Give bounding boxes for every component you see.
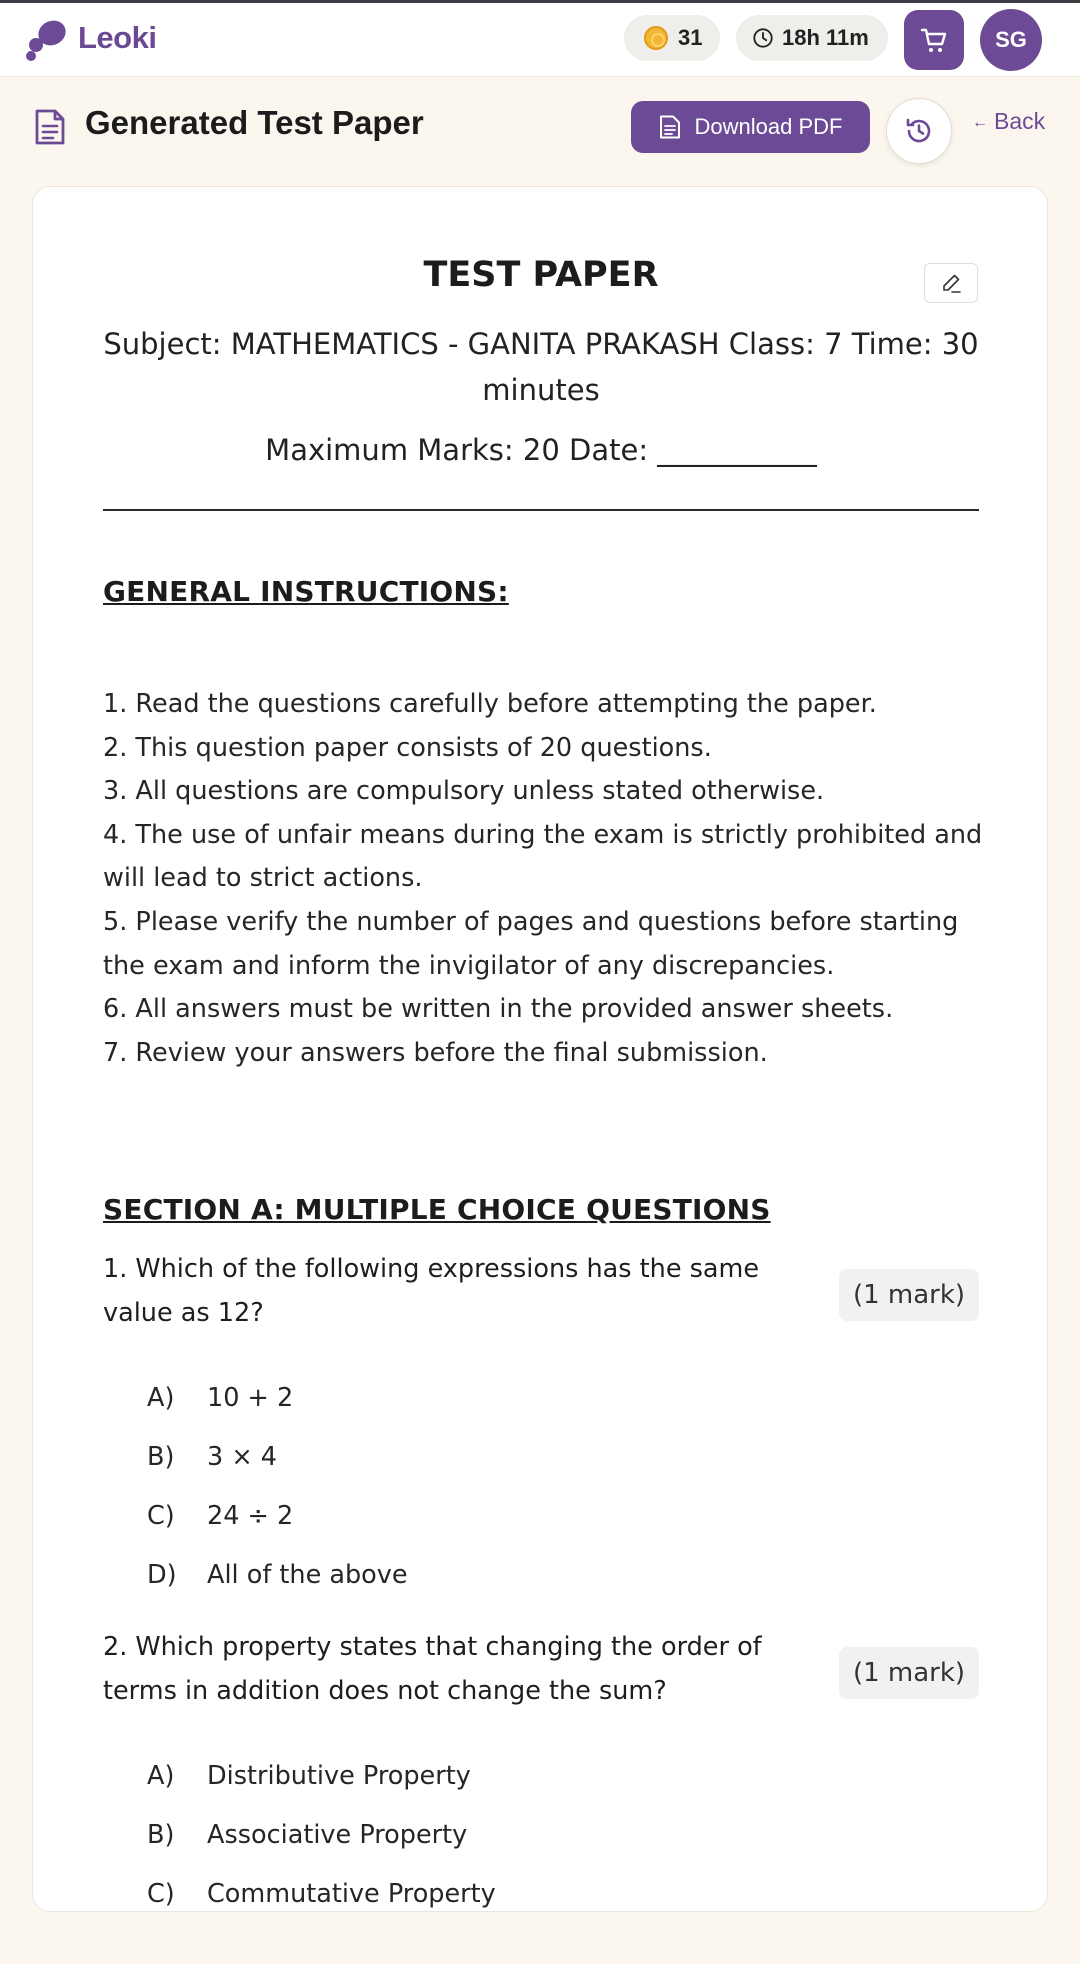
question-1-option-a: A) 10 + 2 (147, 1383, 294, 1413)
question-1-option-b: B) 3 × 4 (147, 1442, 278, 1472)
question-2-option-b: B) Associative Property (147, 1820, 468, 1850)
page-title: Generated Test Paper (85, 104, 424, 141)
marks-date-line: Maximum Marks: 20 Date: ___________ (265, 433, 817, 467)
coin-icon (644, 26, 668, 50)
question-2-option-c: C) Commutative Property (147, 1879, 496, 1909)
coin-count: 31 (678, 25, 703, 50)
download-pdf-button[interactable] (631, 101, 870, 153)
subject-line: Subject: MATHEMATICS - GANITA PRAKASH Class: 7 Time: 30 minutes (103, 327, 979, 407)
avatar-initials: SG (995, 27, 1027, 52)
instruction-item: 3. All questions are compulsory unless stated otherwise. (103, 776, 825, 807)
instruction-item: 5. Please verify the number of pages and questions before starting the exam and inform the invigilator of any discrepancies. (103, 906, 959, 981)
question-1-option-c: C) 24 ÷ 2 (147, 1501, 294, 1531)
instruction-item: 7. Review your answers before the final submission. (103, 1037, 768, 1068)
edit-button[interactable] (924, 263, 978, 303)
clock-icon (752, 27, 774, 49)
question-1-text: 1. Which of the following expressions has the same value as 12? (103, 1254, 760, 1328)
question-1-marks: (1 mark) (839, 1269, 979, 1321)
avatar[interactable] (980, 9, 1042, 71)
history-button[interactable] (886, 98, 952, 164)
question-2-marks: (1 mark) (839, 1647, 979, 1699)
back-arrow-icon: ← (972, 114, 988, 131)
coin-balance[interactable] (624, 15, 720, 61)
history-icon (904, 116, 934, 146)
instruction-item: 2. This question paper consists of 20 questions. (103, 732, 712, 763)
question-1-option-d: D) All of the above (147, 1560, 408, 1590)
test-paper-card (32, 186, 1048, 1912)
section-a-heading: SECTION A: MULTIPLE CHOICE QUESTIONS (103, 1193, 771, 1226)
document-icon (659, 115, 681, 139)
brand-name: Leoki (78, 20, 157, 55)
logo[interactable] (22, 13, 156, 63)
question-2-option-a: A) Distributive Property (147, 1761, 471, 1791)
question-2-text: 2. Which property states that changing the order of terms in addition does not change the sum? (103, 1632, 762, 1706)
instructions-list (103, 683, 1003, 1075)
divider (103, 509, 979, 511)
instruction-item: 6. All answers must be written in the provided answer sheets. (103, 994, 894, 1025)
time-remaining[interactable] (736, 15, 888, 61)
instruction-item: 1. Read the questions carefully before attempting the paper. (103, 689, 877, 719)
instructions-heading: GENERAL INSTRUCTIONS: (103, 575, 509, 608)
edit-icon (940, 272, 962, 294)
cart-icon (919, 25, 949, 55)
download-pdf-label: Download PDF (694, 114, 843, 139)
back-label: Back (994, 108, 1046, 134)
timer-text: 18h 11m (782, 25, 869, 50)
logo-icon (22, 13, 72, 63)
app-header (0, 3, 1080, 77)
instruction-item: 4. The use of unfair means during the exam is strictly prohibited and will lead to strict actions. (103, 819, 983, 894)
back-link[interactable] (972, 108, 1045, 135)
cart-button[interactable] (904, 10, 964, 70)
document-icon (34, 108, 66, 146)
paper-title: TEST PAPER (423, 255, 659, 295)
